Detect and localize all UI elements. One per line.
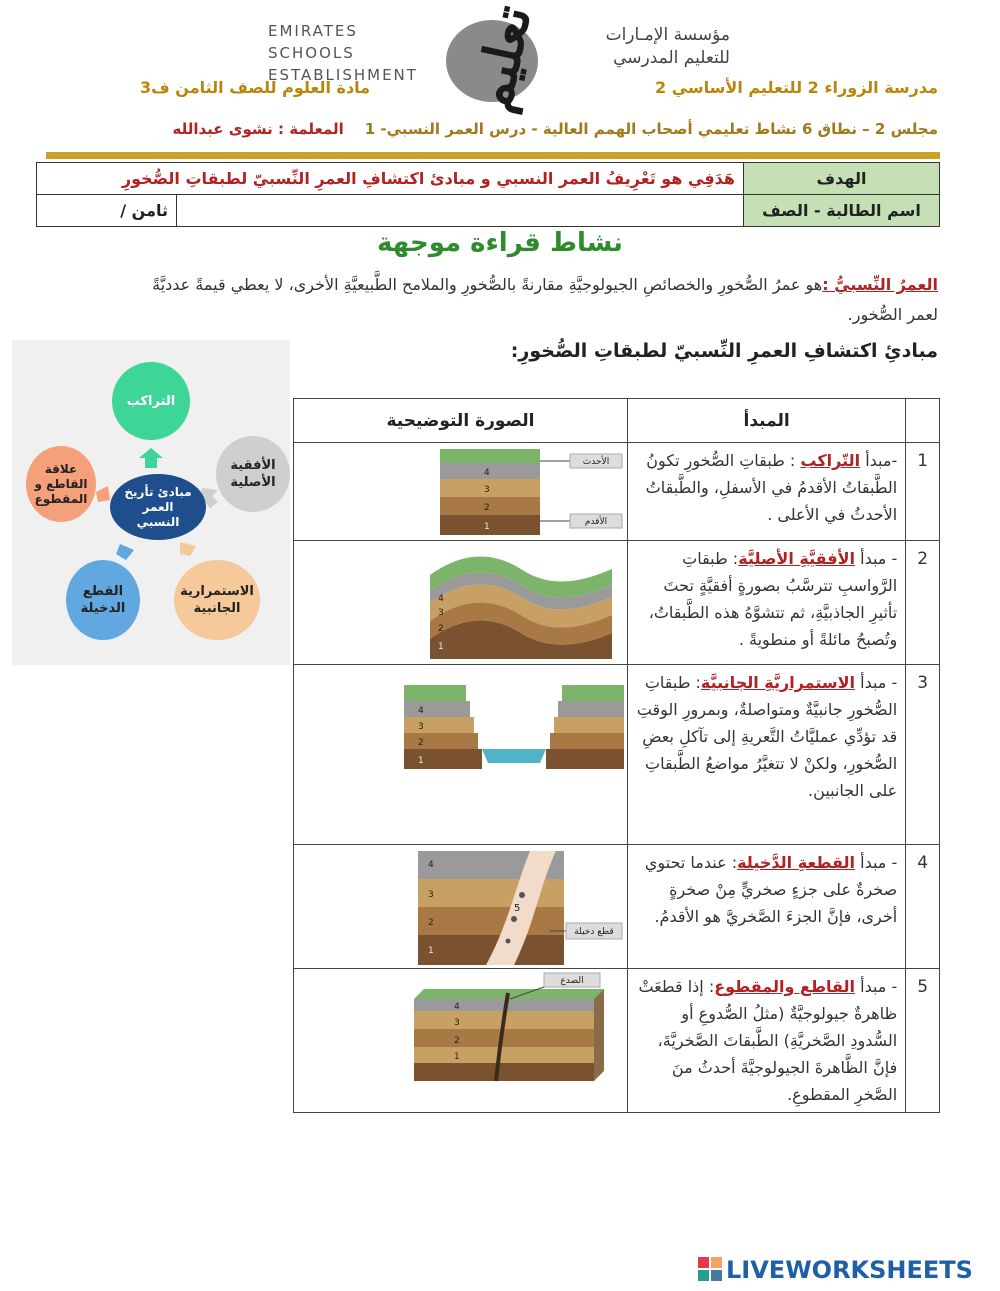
arrow-left [96,486,110,502]
image-lateral-continuity [294,665,628,845]
principle-text-1 [628,443,906,541]
liveworksheets-logo [698,1256,973,1284]
lateral-continuity-illustration [294,665,627,844]
student-name-label: اسم الطالبة - الصف [744,195,940,227]
org-line-1: مؤسسة الإمـارات [605,25,730,45]
node-lateral-continuity-label: الاستمرارية الجانبية [180,584,254,616]
subject-name: مادة العلوم للصف الثامن ف3 [140,78,371,97]
ese-line-2: ESTABLISHMENT [268,66,418,84]
principle-row-2 [294,541,940,665]
principle-text-2 [628,541,906,665]
svg-text:3: 3 [454,1018,460,1028]
svg-text:4: 4 [484,468,490,478]
svg-text:1: 1 [438,642,444,652]
node-superposition-label: التراكب [126,393,176,409]
arrow-bottom-left [116,544,134,560]
goal-table [36,162,940,227]
header-divider [46,152,940,159]
arrow-bottom-right [180,542,196,556]
label-oldest: الأقدم [584,517,608,527]
principles-heading: مبادئِ اكتشافِ العمرِ النِّسبيّ لطبقاتِ الصُّخورِ: [510,340,938,362]
label-newest: الأحدث [582,457,610,467]
principle-row-3 [294,665,940,845]
svg-text:4: 4 [418,706,424,716]
row-num-1: 1 [906,443,940,541]
node-cross-cutting-label: علاقة القاطع و المقطوع [34,461,88,506]
svg-text:4: 4 [428,860,434,870]
principles-table [293,398,940,1113]
goal-row [37,163,940,195]
superposition-illustration [294,443,627,540]
principle-row-5 [294,969,940,1113]
principle-desc-3: : طبقاتِ الصُّخورِ جانبيَّةٌ ومتواصلةٌ، وبمرورِ الوقتِ قد تؤدِّي عمليَّاتُ التَّعريةِ إلى تآكلِ بعضِ الصُّخورِ، ولكنْ لا تتغيَّرُ مواضعُ الطَّبقاتِ على الجانبين. [636,673,898,800]
principle-prefix-2: - مبدأ [855,549,898,568]
node-cross-cutting [26,446,96,522]
class-value: ثامن / [37,195,177,227]
principle-prefix-1: -مبدأ [860,451,898,470]
principle-desc-5: : إذا قطعَتْ ظاهرةٌ جيولوجيَّةٌ (مثلُ الصُّدوعِ أو السُّدودِ الصَّخريَّةِ) الطَّبقاتَ الصَّخريَّةَ، فإنَّ الظَّاهرةَ الجيولوجيَّةَ أحدثُ منَ الصَّخرِ المقطوعِ. [638,977,898,1104]
school-name: مدرسة الزوراء 2 للتعليم الأساسي 2 [655,78,938,97]
principle-text-4 [628,845,906,969]
svg-text:1: 1 [484,522,490,532]
inclusions-illustration [294,845,627,968]
principle-name-4: القطعةِ الدَّخيلة [737,853,856,872]
definition-term: العمرُ النِّسبيُّ : [822,275,938,294]
node-original-horizontality-label: الأفقية الأصلية [230,458,276,490]
definition-text: هو عمرُ الصُّخورِ والخصائصِ الجيولوجيَّةِ مقارنةً بالصُّخورِ والملامح الطَّبيعيَّةِ الأخرى، لا يعطي قيمةً عدديَّةً لعمر الصُّخور. [152,275,938,324]
svg-text:3: 3 [484,485,490,495]
activity-title: نشاط قراءة موجهة [377,228,623,258]
principle-desc-1: : طبقاتِ الصُّخورِ تكونُ الطَّبقاتُ الأقدمُ في الأسفلِ، والطَّبقاتُ الأحدثُ في الأعلى . [645,451,898,524]
horizontality-illustration [294,541,627,664]
svg-text:2: 2 [418,738,424,748]
principle-desc-2: : طبقاتِ الرَّواسبِ تترسَّبُ بصورةٍ أفقيَّةٍ تحتَ تأثيرِ الجاذبيَّةِ، ثم تتشوَّهُ هذه الطَّبقاتُ، وتُصبحُ مائلةً أو منطويةً . [648,549,898,649]
svg-text:1: 1 [418,756,424,766]
principle-desc-4: : عندما تحتوي صخرةٌ على جزءٍ صخريٍّ مِنْ صخرةٍ أخرى، فإنَّ الجزءَ الصَّخريَّ هو الأقدمُ. [644,853,898,926]
principle-row-1 [294,443,940,541]
teacher-name: المعلمة : نشوى عبدالله [172,120,344,138]
svg-text:2: 2 [484,503,490,513]
row-num-5: 5 [906,969,940,1113]
student-row [37,195,940,227]
session-info: مجلس 2 – نطاق 6 نشاط تعليمي أصحاب الهمم العالية - درس العمر النسبي- 1 [364,120,938,138]
svg-text:3: 3 [438,608,444,618]
row-num-2: 2 [906,541,940,665]
svg-text:4: 4 [438,594,444,604]
node-lateral-continuity [174,560,260,640]
col-image-header: الصورة التوضيحية [294,399,628,443]
svg-text:4: 4 [454,1002,460,1012]
svg-text:2: 2 [438,624,444,634]
ese-logo-text [268,20,418,86]
svg-text:1: 1 [454,1052,460,1062]
cross-cutting-illustration [294,969,627,1102]
liveworksheets-icon [698,1257,722,1283]
node-inclusions-label: القطع الدخيلة [80,584,126,616]
principle-name-3: الاستمراريَّةِ الجانبيَّة [700,673,856,692]
col-principle-header: المبدأ [628,399,906,443]
principle-text-3 [628,665,906,845]
label-fault: الصدع [560,976,584,986]
image-inclusions [294,845,628,969]
row-num-4: 4 [906,845,940,969]
principles-header-row [294,399,940,443]
svg-text:3: 3 [428,890,434,900]
col-num-header [906,399,940,443]
row-num-3: 3 [906,665,940,845]
ese-line-1: EMIRATES SCHOOLS [268,22,358,62]
principle-name-1: التّراكب [800,451,861,470]
definition [118,270,938,330]
node-inclusions [66,560,140,640]
goal-label: الهدف [744,163,940,195]
svg-text:3: 3 [418,722,424,732]
org-line-2: للتعليم المدرسي [613,48,730,68]
org-name [570,24,730,70]
principle-text-5 [628,969,906,1113]
svg-text:2: 2 [454,1036,460,1046]
principle-name-5: القاطع والمقطوع [714,977,856,996]
goal-text: هَدَفِي هو تَعْرِيفُ العمر النسبي و مبادئ اكتشافِ العمرِ النِّسبيّ لطبقاتِ الصُّخورِ [37,163,744,195]
node-original-horizontality [216,436,290,512]
taleem-logo-word: تعليم [461,0,544,118]
arrow-top [139,448,163,468]
principles-cycle-diagram [12,340,290,665]
node-center [110,474,206,540]
principle-name-2: الأفقيَّةِ الأصليَّة [738,549,856,568]
principle-row-4 [294,845,940,969]
principle-prefix-4: - مبدأ [855,853,898,872]
image-cross-cutting [294,969,628,1113]
node-superposition [112,362,190,440]
node-center-label: مبادئ تأريخ العمر النسبي [124,484,192,529]
image-horizontality [294,541,628,665]
label-inclusion: قطع دخيلة [574,927,614,937]
svg-text:5: 5 [514,903,521,914]
principle-prefix-3: - مبدأ [855,673,898,692]
principle-prefix-5: - مبدأ [855,977,898,996]
image-superposition [294,443,628,541]
svg-text:1: 1 [428,946,434,956]
svg-text:2: 2 [428,918,434,928]
liveworksheets-brand: LIVEWORKSHEETS [726,1256,973,1284]
student-name-field[interactable] [177,195,744,227]
session-line [172,120,938,138]
